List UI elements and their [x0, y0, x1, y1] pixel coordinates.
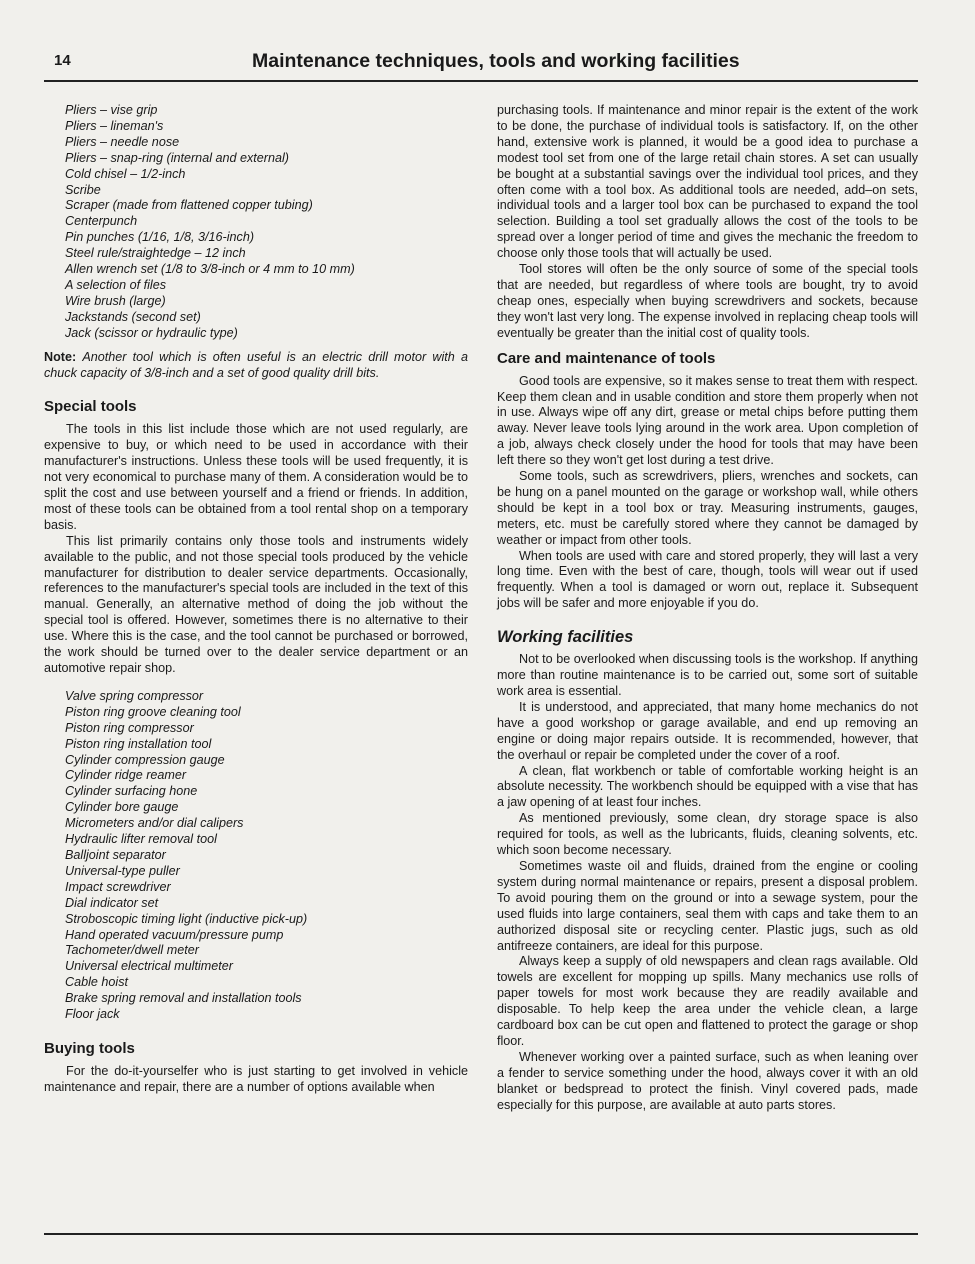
list-item: Cylinder surfacing hone [65, 784, 198, 799]
list-item: Universal electrical multimeter [65, 959, 233, 974]
list-item: Allen wrench set (1/8 to 3/8-inch or 4 mm to 10 mm) [65, 262, 355, 277]
right-column [497, 103, 918, 1113]
list-item: Brake spring removal and installation tools [65, 991, 302, 1006]
list-item: Steel rule/straightedge – 12 inch [65, 246, 246, 261]
list-item: Pin punches (1/16, 1/8, 3/16-inch) [65, 230, 255, 245]
list-item: Tachometer/dwell meter [65, 943, 199, 958]
paragraph: For the do-it-yourselfer who is just starting to get involved in vehicle maintenance and repair, there are a number of options available when [44, 1063, 468, 1094]
paragraph: Good tools are expensive, so it makes sense to treat them with respect. Keep them clean and in usable condition and store them properly when not in use. Always wipe off any dirt, grease or metal chips before putting them away. Never leave tools lying around in the work area. Upon completion of a job, always check closely under the hood for tools that may have been left there so they won't get lost during a test drive. [497, 373, 918, 468]
list-item: Cylinder compression gauge [65, 752, 225, 767]
left-column [44, 103, 468, 1096]
list-item: Pliers – snap-ring (internal and external) [65, 150, 290, 165]
list-item: Stroboscopic timing light (inductive pick-up) [65, 911, 308, 926]
list-item: Hydraulic lifter removal tool [65, 832, 217, 847]
list-item: Piston ring groove cleaning tool [65, 704, 241, 719]
list-item: Pliers – lineman's [65, 118, 164, 133]
list-item: Universal-type puller [65, 863, 180, 878]
tool-list-2 [65, 689, 468, 1023]
special-tools-heading: Special tools [44, 398, 137, 416]
list-item: Scraper (made from flattened copper tubing) [65, 198, 313, 213]
paragraph: purchasing tools. If maintenance and minor repair is the extent of the work to be done, the purchase of individual tools is satisfactory. If, on the other hand, extensive work is planned, it would be a good idea to purchase a modest tool set from one of the large retail chain stores. A set can usually be bought at a substantial savings over the individual tool prices, and they often come with a tool box. As additional tools are needed, add–on sets, individual tools and a larger tool box can be purchased to expand the tool selection. Building a tool set gradually allows the cost of the tools to be spread over a longer period of time and gives the mechanic the freedom to choose only those tools that will actually be used. [497, 103, 918, 261]
paragraph: It is understood, and appreciated, that many home mechanics do not have a good workshop or garage available, and end up removing an engine or doing major repairs outside. It is recommended, however, that the overhaul or repair be completed under the cover of a roof. [497, 699, 918, 762]
list-item: A selection of files [65, 277, 167, 292]
paragraph: This list primarily contains only those tools and instruments widely available to the public, and not those special tools produced by the vehicle manufacturer for distribution to dealer service departments. Occasionally, references to the manufacturer's special tools are included in the text of this manual. Generally, an alternative method of doing the job without the special tool is offered. However, sometimes there is no alternative to their use. Where this is the case, and the tool cannot be purchased or borrowed, the work should be turned over to the dealer service department or an automotive repair shop. [44, 533, 468, 675]
paragraph: Not to be overlooked when discussing tools is the workshop. If anything more than routine maintenance is to be carried out, some sort of suitable work area is essential. [497, 652, 918, 698]
list-item: Balljoint separator [65, 847, 166, 862]
paragraph: Some tools, such as screwdrivers, pliers, wrenches and sockets, can be hung on a panel mounted on the garage or workshop wall, while others should be kept in a tool box or tray. Measuring instruments, gauges, meters, etc. must be carefully stored where they cannot be damaged by weather or impact from other tools. [497, 469, 918, 547]
list-item: Micrometers and/or dial calipers [65, 816, 244, 831]
list-item: Hand operated vacuum/pressure pump [65, 927, 284, 942]
list-item: Valve spring compressor [65, 688, 204, 703]
buying-tools-heading: Buying tools [44, 1039, 135, 1057]
paragraph: When tools are used with care and stored properly, they will last a very long time. Even with the best of care, though, tools will wear out if used frequently. When a tool is damaged or worn out, replace it. Subsequent jobs will be safer and more enjoyable if you do. [497, 548, 918, 611]
working-facilities-heading: Working facilities [497, 628, 634, 647]
list-item: Cylinder bore gauge [65, 800, 179, 815]
list-item: Cylinder ridge reamer [65, 768, 187, 783]
list-item: Impact screwdriver [65, 879, 171, 894]
list-item: Cable hoist [65, 975, 129, 990]
list-item: Jack (scissor or hydraulic type) [65, 325, 238, 340]
paragraph: As mentioned previously, some clean, dry storage space is also required for tools, as well as the lubricants, fluids, cleaning solvents, etc. which soon become necessary. [497, 811, 918, 858]
paragraph: Always keep a supply of old newspapers and clean rags available. Old towels are excellent for mopping up spills. Many mechanics use rolls of paper towels for most work because they are readily available and disposable. To help keep the area under the vehicle clean, a large cardboard box can be cut open and flattened to protect the garage or shop floor. [497, 954, 918, 1048]
list-item: Pliers – vise grip [65, 103, 158, 117]
footer-rule [44, 1233, 918, 1235]
paragraph: Sometimes waste oil and fluids, drained from the engine or cooling system during normal maintenance or repairs, present a disposal problem. To avoid pouring them on the ground or into a sewage system, pour the used fluids into large containers, seal them with caps and take them to an authorized disposal site or recycling center. Plastic jugs, such as old antifreeze containers, are ideal for this purpose. [497, 858, 918, 953]
list-item: Wire brush (large) [65, 293, 166, 308]
paragraph: A clean, flat workbench or table of comfortable working height is an absolute necessity. The workbench should be equipped with a vise that has a jaw opening of at least four inches. [497, 763, 918, 810]
note-text: Another tool which is often useful is an electric drill motor with a chuck capacity of 3/8-inch and a set of good quality drill bits. [44, 349, 468, 380]
care-heading: Care and maintenance of tools [497, 349, 716, 367]
list-item: Scribe [65, 182, 101, 197]
page-number: 14 [54, 52, 71, 69]
list-item: Centerpunch [65, 214, 138, 229]
note-paragraph [44, 350, 468, 382]
list-item: Piston ring installation tool [65, 736, 212, 751]
note-label: Note: [44, 349, 77, 364]
page-title: Maintenance techniques, tools and working facilities [252, 50, 740, 72]
list-item: Cold chisel – 1/2-inch [65, 166, 186, 181]
page-header [44, 48, 918, 78]
list-item: Pliers – needle nose [65, 134, 180, 149]
paragraph: The tools in this list include those which are not used regularly, are expensive to buy, or which need to be used in accordance with their manufacturer's instructions. Unless these tools will be used frequently, it is not very economical to purchase many of them. A consideration would be to split the cost and use between yourself and a friend or friends. In addition, most of these tools can be obtained from a tool rental shop on a temporary basis. [44, 422, 468, 532]
list-item: Dial indicator set [65, 895, 159, 910]
list-item: Jackstands (second set) [65, 309, 201, 324]
paragraph: Whenever working over a painted surface, such as when leaning over a fender to service something under the hood, always cover it with an old blanket or bedspread to protect the finish. Vinyl covered pads, made especially for this purpose, are available at auto parts stores. [497, 1049, 918, 1112]
header-rule [44, 80, 918, 82]
tool-list-1 [65, 103, 468, 342]
list-item: Floor jack [65, 1007, 120, 1022]
list-item: Piston ring compressor [65, 720, 194, 735]
paragraph: Tool stores will often be the only source of some of the special tools that are needed, but regardless of where tools are bought, try to avoid cheap ones, especially when buying screwdrivers and sockets, because they won't last very long. The expense involved in replacing cheap tools will eventually be greater than the initial cost of quality tools. [497, 262, 918, 340]
